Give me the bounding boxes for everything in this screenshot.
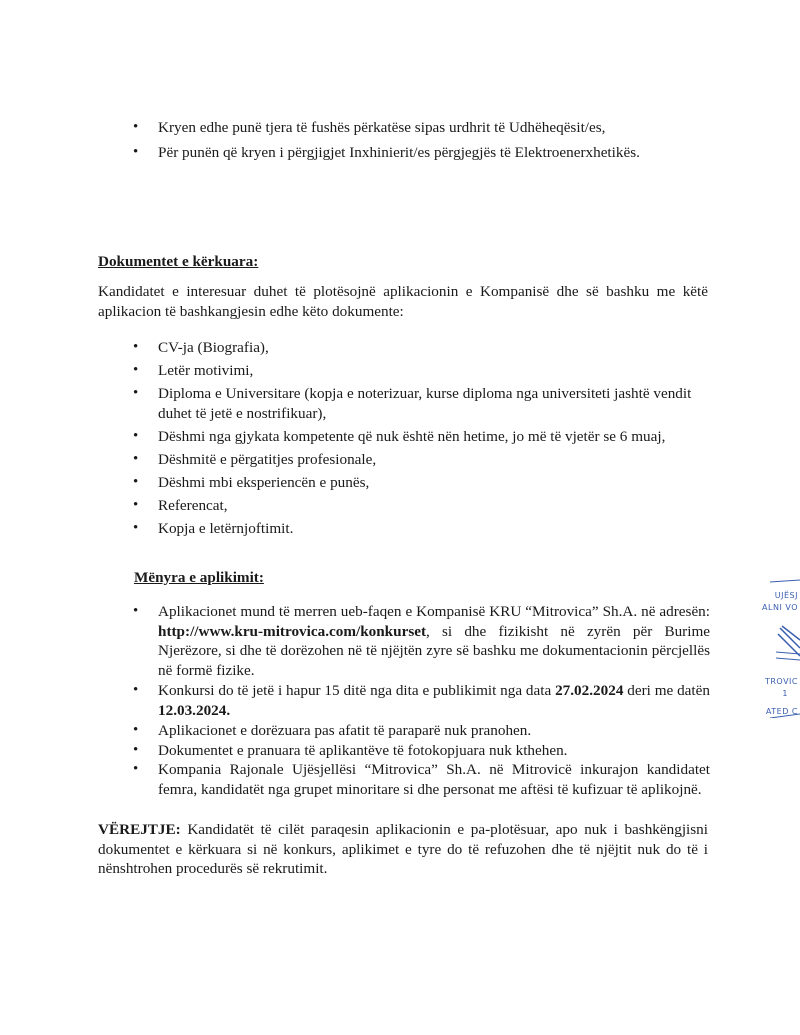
- application-url: http://www.kru-mitrovica.com/konkurset: [158, 622, 427, 640]
- note-label: VËREJTJE:: [98, 821, 181, 838]
- list-item: • Aplikacionet e dorëzuara pas afatit të paraparë nuk pranohen.: [98, 721, 710, 741]
- list-item: • Dokumentet e pranuara të aplikantëve të fotokopjuara nuk kthehen.: [98, 741, 710, 761]
- note-text: Kandidatët të cilët paraqesin aplikacionin e pa-plotësuar, apo nuk i bashkëngjisni dokumentet e kërkuara si në konkurs, aplikimet e tyre do të refuzohen dhe të njëjtit nuk do të i nënshtrohen procedurës së rekrutimit.: [98, 821, 708, 877]
- list-item: [98, 681, 710, 720]
- item-text: Konkursi do të jetë i hapur 15 ditë nga dita e publikimit nga data: [158, 682, 556, 699]
- stamp-text: TROVIC: [764, 677, 798, 686]
- list-item: • Dëshmi nga gjykata kompetente që nuk është nën hetime, jo më të vjetër se 6 muaj,: [98, 427, 713, 447]
- list-item: • Dëshmitë e përgatitjes profesionale,: [98, 450, 713, 470]
- duties-list: [98, 118, 718, 167]
- documents-intro: Kandidatet e interesuar duhet të plotësojnë aplikacionin e Kompanisë dhe së bashku me këtë aplikacion të bashkangjesin edhe këto dokumente:: [98, 283, 708, 320]
- list-item: • CV-ja (Biografia),: [98, 338, 713, 358]
- documents-list: [98, 338, 713, 542]
- note-paragraph: [98, 820, 708, 879]
- end-date: 12.03.2024.: [158, 701, 231, 719]
- application-list: [98, 602, 710, 799]
- application-heading: Mënyra e aplikimit:: [134, 569, 264, 586]
- list-item: • Letër motivimi,: [98, 361, 713, 381]
- start-date: 27.02.2024: [555, 682, 624, 699]
- item-text: Aplikacionet mund të merren ueb-faqen e Kompanisë KRU “Mitrovica” Sh.A. në adresën:: [158, 603, 710, 620]
- stamp-text: ALNI VO: [762, 603, 798, 612]
- item-text: deri me datën: [623, 682, 710, 699]
- list-item: • Kompania Rajonale Ujësjellësi “Mitrovica” Sh.A. në Mitrovicë inkurajon kandidatet femra, kandidatët nga grupet minoritare si dhe personat me aftësi të kufizuar të aplikojnë.: [98, 760, 710, 799]
- list-item: • Dëshmi mbi eksperiencën e punës,: [98, 473, 713, 493]
- list-item: • Diploma e Universitare (kopja e noterizuar, kurse diploma nga universiteti jashtë vendit duhet të jetë e nostrifikuar),: [98, 384, 713, 423]
- list-item: [98, 602, 710, 680]
- stamp-text: ATED C: [765, 707, 798, 716]
- list-item: • Referencat,: [98, 496, 713, 516]
- official-stamp: [756, 578, 800, 718]
- list-item: • Për punën që kryen i përgjigjet Inxhinierit/es përgjegjës të Elektroenerxhetikës.: [98, 143, 718, 163]
- list-item: • Kryen edhe punë tjera të fushës përkatëse sipas urdhrit të Udhëheqësit/es,: [98, 118, 718, 138]
- item-text: , si dhe fizikisht në zyrën për Burime Njerëzore, si dhe të dorëzohen në të njëjtën zyre së bashku me dokumentacionin përcjellës në formë fizike.: [158, 622, 710, 679]
- stamp-text: UJËSJ: [774, 591, 798, 600]
- list-item: • Kopja e letërnjoftimit.: [98, 519, 713, 539]
- documents-heading: Dokumentet e kërkuara:: [98, 253, 259, 270]
- stamp-text: 1: [782, 689, 788, 698]
